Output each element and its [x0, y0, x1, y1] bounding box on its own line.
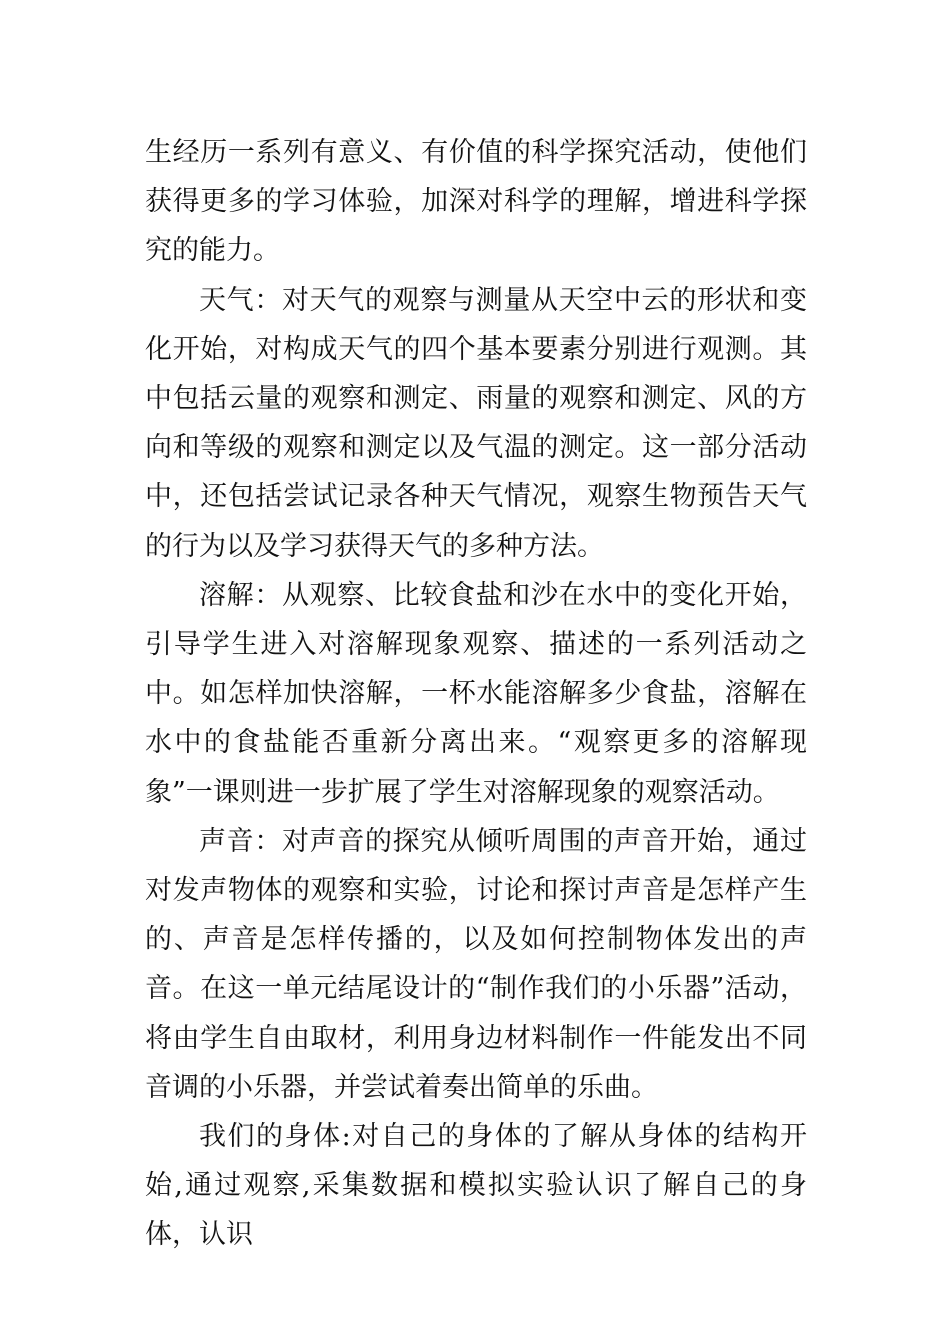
body-text — [145, 128, 807, 1260]
paragraph-our-body: 我们的身体:对自己的身体的了解从身体的结构开始,通过观察,采集数据和模拟实验认识了解自己的身体，认识 — [145, 1121, 807, 1251]
paragraph-continuation: 生经历一系列有意义、有价值的科学探究活动，使他们获得更多的学习体验，加深对科学的理解，增进科学探究的能力。 — [145, 137, 807, 267]
paragraph-sound: 声音：对声音的探究从倾听周围的声音开始，通过对发声物体的观察和实验，讨论和探讨声音是怎样产生的、声音是怎样传播的，以及如何控制物体发出的声音。在这一单元结尾设计的“制作我们的小乐器”活动，将由学生自由取材，利用身边材料制作一件能发出不同音调的小乐器，并尝试着奏出简单的乐曲。 — [145, 825, 807, 1103]
paragraph-weather: 天气：对天气的观察与测量从天空中云的形状和变化开始，对构成天气的四个基本要素分别进行观测。其中包括云量的观察和测定、雨量的观察和测定、风的方向和等级的观察和测定以及气温的测定。这一部分活动中，还包括尝试记录各种天气情况，观察生物预告天气的行为以及学习获得天气的多种方法。 — [145, 284, 807, 562]
paragraph-dissolving: 溶解：从观察、比较食盐和沙在水中的变化开始，引导学生进入对溶解现象观察、描述的一系列活动之中。如怎样加快溶解，一杯水能溶解多少食盐，溶解在水中的食盐能否重新分离出来。“观察更多的溶解现象”一课则进一步扩展了学生对溶解现象的观察活动。 — [145, 579, 807, 808]
